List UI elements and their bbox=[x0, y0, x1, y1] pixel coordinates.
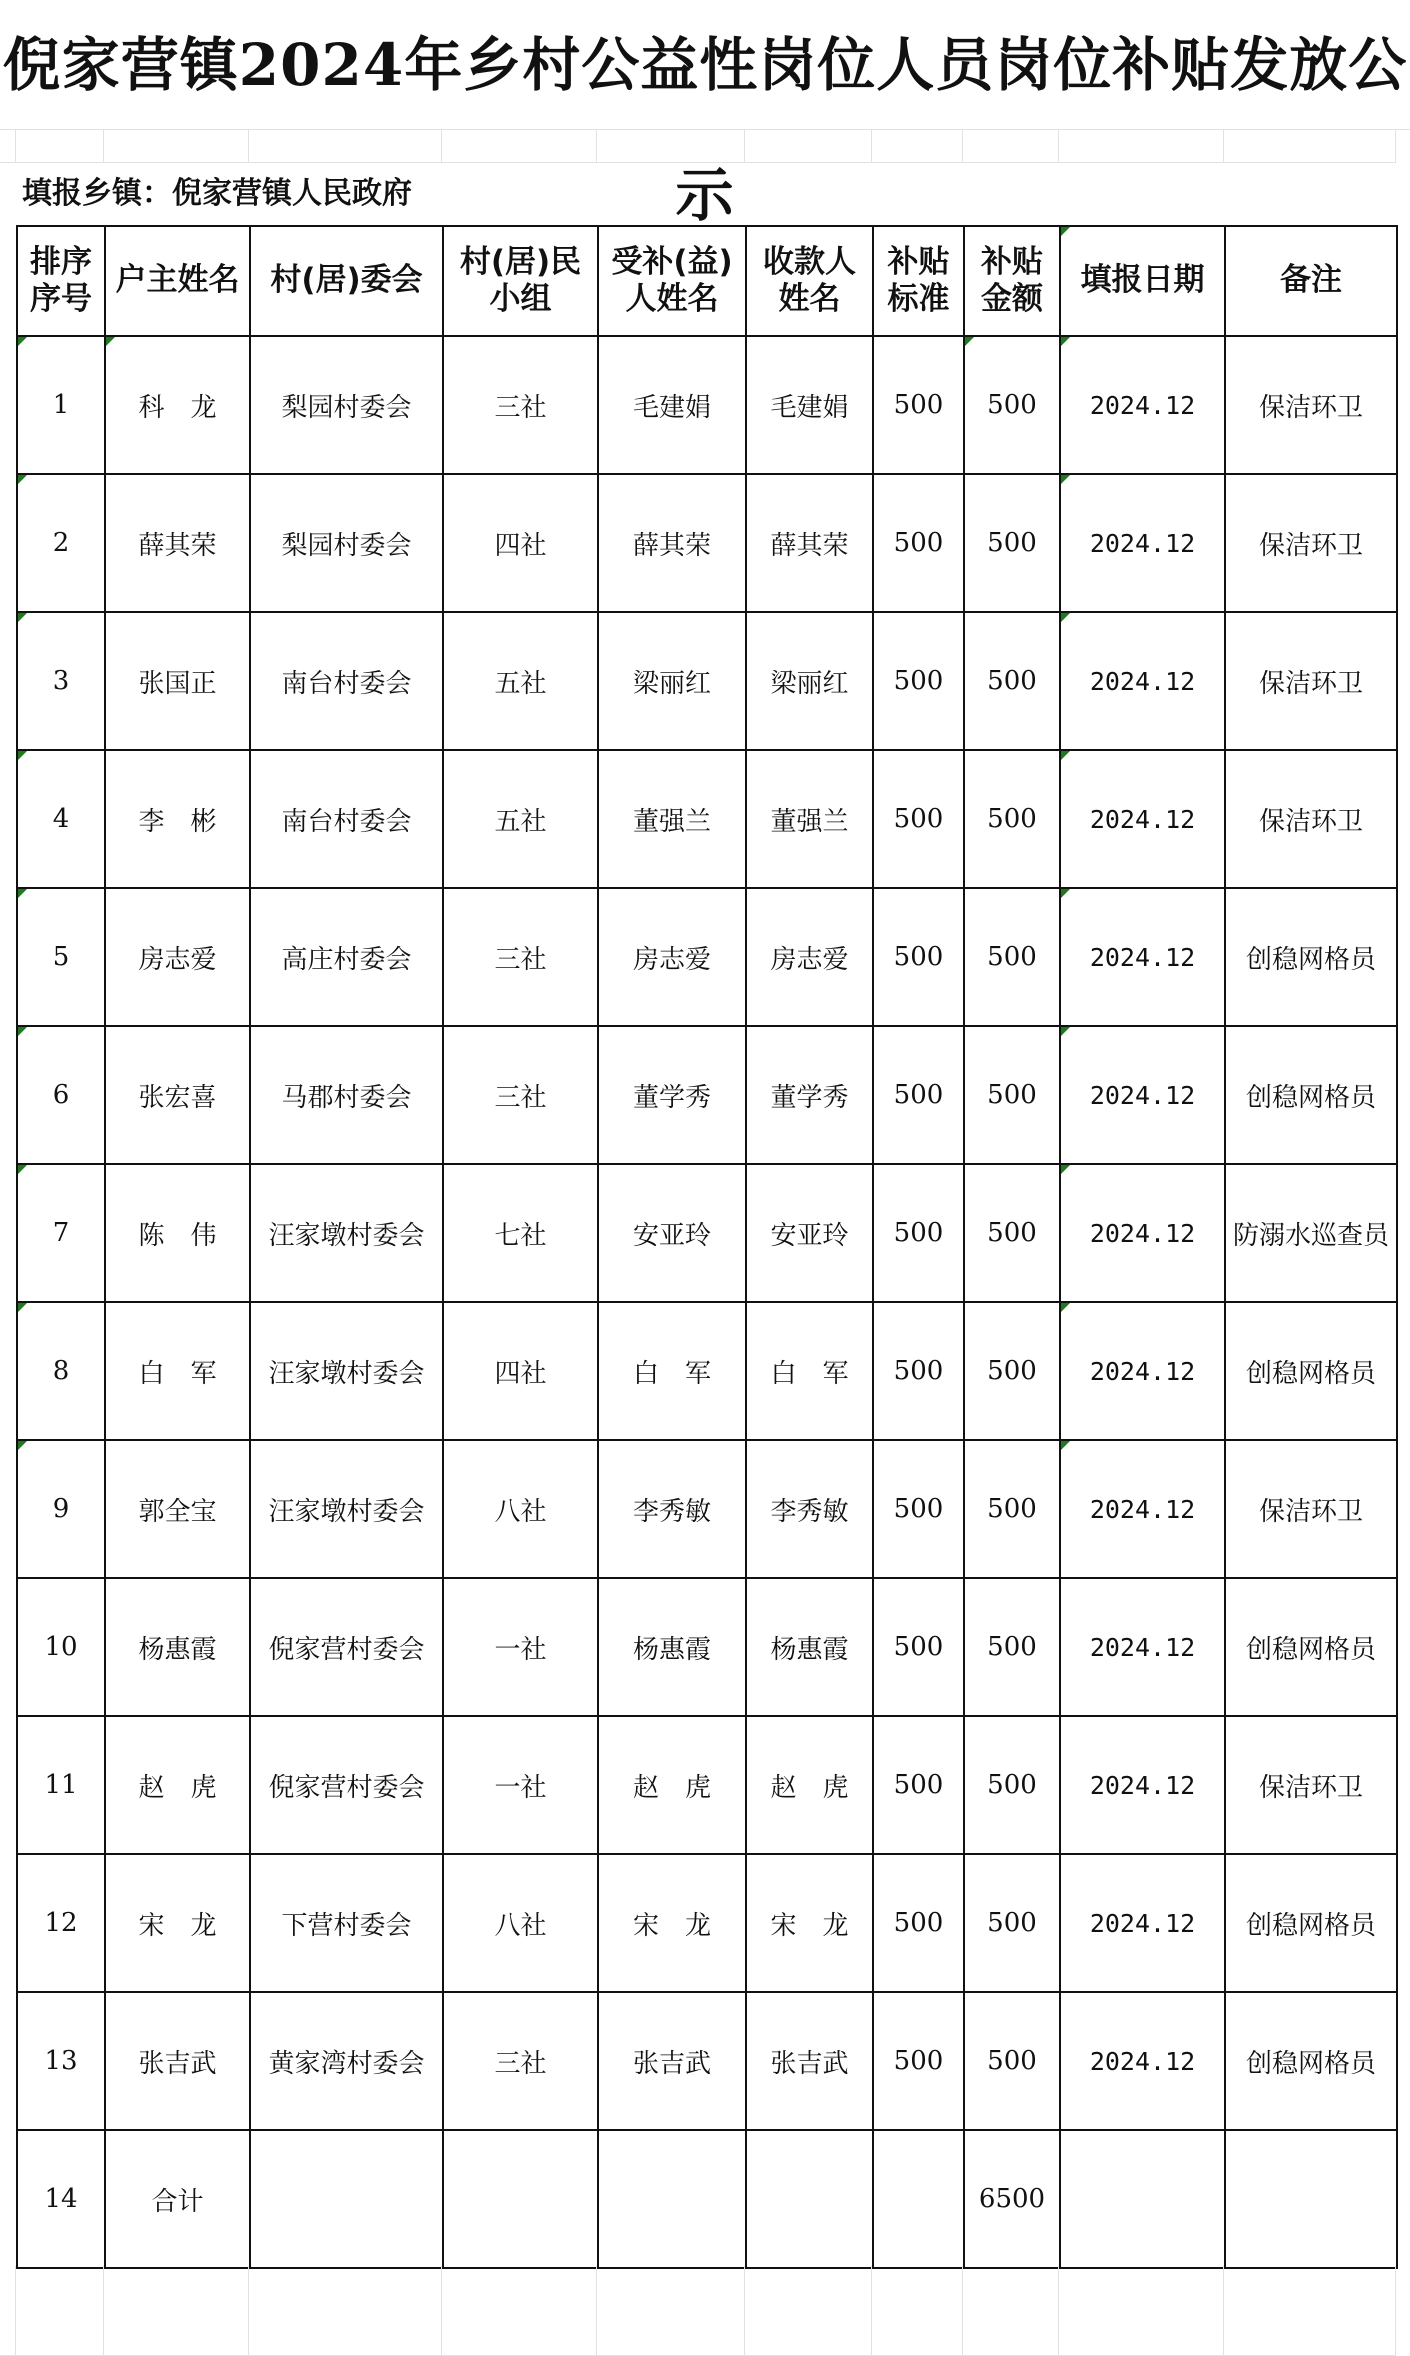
table-row bbox=[17, 1992, 1397, 2130]
table-row bbox=[17, 888, 1397, 1026]
beneficiary-cell: 宋 龙 bbox=[598, 1854, 746, 1992]
householder-cell: 陈 伟 bbox=[105, 1164, 250, 1302]
row-number-cell: 2 bbox=[17, 474, 105, 612]
row-number-cell: 14 bbox=[17, 2130, 105, 2268]
row-number-cell: 11 bbox=[17, 1716, 105, 1854]
report-date-cell: 2024.12 bbox=[1060, 1302, 1225, 1440]
header-cell bbox=[105, 226, 250, 336]
villager-group-cell: 一社 bbox=[443, 1578, 598, 1716]
table-row bbox=[17, 1164, 1397, 1302]
standard-cell: 500 bbox=[873, 1854, 964, 1992]
amount-cell: 500 bbox=[964, 1854, 1060, 1992]
report-date-cell: 2024.12 bbox=[1060, 1716, 1225, 1854]
report-date-cell: 2024.12 bbox=[1060, 1440, 1225, 1578]
villager-group-cell: 三社 bbox=[443, 1992, 598, 2130]
spacer-row bbox=[0, 130, 1410, 163]
cell-indicator-icon bbox=[1061, 227, 1070, 236]
payee-cell: 张吉武 bbox=[746, 1992, 873, 2130]
standard-cell: 500 bbox=[873, 1716, 964, 1854]
cell-indicator-icon bbox=[1061, 613, 1070, 622]
standard-cell bbox=[873, 2130, 964, 2268]
reporting-unit: 填报乡镇：倪家营镇人民政府 bbox=[22, 176, 412, 211]
row-number-cell: 5 bbox=[17, 888, 105, 1026]
row-number-cell: 8 bbox=[17, 1302, 105, 1440]
villager-group-cell: 三社 bbox=[443, 1026, 598, 1164]
footer-spacer-row bbox=[0, 2266, 1410, 2356]
householder-cell: 李 彬 bbox=[105, 750, 250, 888]
payee-cell: 梁丽红 bbox=[746, 612, 873, 750]
table-row bbox=[17, 750, 1397, 888]
remark-cell: 防溺水巡查员 bbox=[1225, 1164, 1397, 1302]
standard-cell: 500 bbox=[873, 1302, 964, 1440]
villager-group-cell: 五社 bbox=[443, 750, 598, 888]
header-label-line1: 备注 bbox=[1280, 262, 1342, 299]
table-row bbox=[17, 1302, 1397, 1440]
householder-cell: 合计 bbox=[105, 2130, 250, 2268]
header-cell bbox=[964, 226, 1060, 336]
village-committee-cell: 下营村委会 bbox=[250, 1854, 443, 1992]
report-date-cell bbox=[1060, 2130, 1225, 2268]
header-label-line1: 村(居)委会 bbox=[270, 262, 423, 299]
payee-cell: 白 军 bbox=[746, 1302, 873, 1440]
header-cell bbox=[873, 226, 964, 336]
village-committee-cell: 马郡村委会 bbox=[250, 1026, 443, 1164]
cell-indicator-icon bbox=[1061, 751, 1070, 760]
table-row bbox=[17, 1026, 1397, 1164]
payee-cell: 房志爱 bbox=[746, 888, 873, 1026]
standard-cell: 500 bbox=[873, 1026, 964, 1164]
amount-cell: 500 bbox=[964, 1026, 1060, 1164]
payee-cell: 赵 虎 bbox=[746, 1716, 873, 1854]
standard-cell: 500 bbox=[873, 336, 964, 474]
village-committee-cell: 高庄村委会 bbox=[250, 888, 443, 1026]
villager-group-cell: 八社 bbox=[443, 1854, 598, 1992]
header-cell bbox=[250, 226, 443, 336]
header-label-line2: 标准 bbox=[887, 281, 950, 317]
standard-cell: 500 bbox=[873, 612, 964, 750]
table-row bbox=[17, 1854, 1397, 1992]
row-number-cell: 10 bbox=[17, 1578, 105, 1716]
amount-cell: 500 bbox=[964, 1440, 1060, 1578]
amount-cell: 500 bbox=[964, 474, 1060, 612]
header-label-line2: 序号 bbox=[30, 281, 92, 317]
report-date-cell: 2024.12 bbox=[1060, 1578, 1225, 1716]
subsidy-table bbox=[16, 225, 1398, 2269]
beneficiary-cell: 梁丽红 bbox=[598, 612, 746, 750]
cell-indicator-icon bbox=[18, 1303, 27, 1312]
header-cell bbox=[443, 226, 598, 336]
householder-cell: 房志爱 bbox=[105, 888, 250, 1026]
amount-cell: 500 bbox=[964, 1992, 1060, 2130]
report-date-cell: 2024.12 bbox=[1060, 888, 1225, 1026]
cell-indicator-icon bbox=[18, 751, 27, 760]
cell-indicator-icon bbox=[18, 475, 27, 484]
cell-indicator-icon bbox=[106, 337, 115, 346]
cell-indicator-icon bbox=[1061, 1441, 1070, 1450]
cell-indicator-icon bbox=[18, 1027, 27, 1036]
payee-cell: 杨惠霞 bbox=[746, 1578, 873, 1716]
beneficiary-cell: 董强兰 bbox=[598, 750, 746, 888]
payee-cell: 薛其荣 bbox=[746, 474, 873, 612]
village-committee-cell: 梨园村委会 bbox=[250, 474, 443, 612]
beneficiary-cell: 毛建娟 bbox=[598, 336, 746, 474]
page-title: 倪家营镇2024年乡村公益性岗位人员岗位补贴发放公示 bbox=[2, 31, 1408, 229]
village-committee-cell: 汪家墩村委会 bbox=[250, 1164, 443, 1302]
remark-cell: 保洁环卫 bbox=[1225, 474, 1397, 612]
cell-indicator-icon bbox=[1061, 1303, 1070, 1312]
standard-cell: 500 bbox=[873, 888, 964, 1026]
cell-indicator-icon bbox=[1061, 1027, 1070, 1036]
cell-indicator-icon bbox=[1061, 889, 1070, 898]
beneficiary-cell: 房志爱 bbox=[598, 888, 746, 1026]
village-committee-cell: 黄家湾村委会 bbox=[250, 1992, 443, 2130]
beneficiary-cell: 张吉武 bbox=[598, 1992, 746, 2130]
beneficiary-cell bbox=[598, 2130, 746, 2268]
amount-cell: 500 bbox=[964, 336, 1060, 474]
table-row bbox=[17, 1440, 1397, 1578]
row-number-cell: 13 bbox=[17, 1992, 105, 2130]
header-label-line1: 排序 bbox=[30, 243, 92, 280]
beneficiary-cell: 杨惠霞 bbox=[598, 1578, 746, 1716]
standard-cell: 500 bbox=[873, 1578, 964, 1716]
remark-cell: 保洁环卫 bbox=[1225, 1440, 1397, 1578]
villager-group-cell: 四社 bbox=[443, 474, 598, 612]
remark-cell: 创稳网格员 bbox=[1225, 1854, 1397, 1992]
header-cell bbox=[17, 226, 105, 336]
householder-cell: 张宏喜 bbox=[105, 1026, 250, 1164]
householder-cell: 赵 虎 bbox=[105, 1716, 250, 1854]
householder-cell: 薛其荣 bbox=[105, 474, 250, 612]
amount-cell: 500 bbox=[964, 1578, 1060, 1716]
row-number-cell: 12 bbox=[17, 1854, 105, 1992]
village-committee-cell: 梨园村委会 bbox=[250, 336, 443, 474]
standard-cell: 500 bbox=[873, 1164, 964, 1302]
payee-cell bbox=[746, 2130, 873, 2268]
cell-indicator-icon bbox=[1061, 475, 1070, 484]
remark-cell: 创稳网格员 bbox=[1225, 1026, 1397, 1164]
header-row bbox=[17, 226, 1397, 336]
header-cell bbox=[1060, 226, 1225, 336]
table-row bbox=[17, 1716, 1397, 1854]
total-row bbox=[17, 2130, 1397, 2268]
header-label-line1: 受补(益) bbox=[611, 243, 733, 280]
amount-cell: 500 bbox=[964, 1716, 1060, 1854]
payee-cell: 李秀敏 bbox=[746, 1440, 873, 1578]
cell-indicator-icon bbox=[18, 337, 27, 346]
householder-cell: 白 军 bbox=[105, 1302, 250, 1440]
villager-group-cell bbox=[443, 2130, 598, 2268]
unit-row bbox=[0, 163, 1410, 225]
table-row bbox=[17, 1578, 1397, 1716]
beneficiary-cell: 董学秀 bbox=[598, 1026, 746, 1164]
remark-cell bbox=[1225, 2130, 1397, 2268]
payee-cell: 毛建娟 bbox=[746, 336, 873, 474]
householder-cell: 宋 龙 bbox=[105, 1854, 250, 1992]
header-label-line1: 户主姓名 bbox=[115, 262, 240, 299]
amount-cell: 500 bbox=[964, 1164, 1060, 1302]
villager-group-cell: 五社 bbox=[443, 612, 598, 750]
remark-cell: 保洁环卫 bbox=[1225, 612, 1397, 750]
cell-indicator-icon bbox=[18, 889, 27, 898]
cell-indicator-icon bbox=[18, 1165, 27, 1174]
householder-cell: 张国正 bbox=[105, 612, 250, 750]
table-row bbox=[17, 474, 1397, 612]
villager-group-cell: 三社 bbox=[443, 336, 598, 474]
report-date-cell: 2024.12 bbox=[1060, 1026, 1225, 1164]
amount-cell: 500 bbox=[964, 750, 1060, 888]
header-label-line1: 补贴 bbox=[981, 243, 1043, 280]
payee-cell: 董学秀 bbox=[746, 1026, 873, 1164]
report-date-cell: 2024.12 bbox=[1060, 1992, 1225, 2130]
header-label-line2: 小组 bbox=[489, 281, 552, 317]
table-row bbox=[17, 336, 1397, 474]
village-committee-cell: 汪家墩村委会 bbox=[250, 1440, 443, 1578]
header-label-line2: 金额 bbox=[981, 281, 1043, 317]
row-number-cell: 4 bbox=[17, 750, 105, 888]
villager-group-cell: 一社 bbox=[443, 1716, 598, 1854]
householder-cell: 杨惠霞 bbox=[105, 1578, 250, 1716]
header-label-line2: 人姓名 bbox=[625, 281, 719, 317]
report-date-cell: 2024.12 bbox=[1060, 612, 1225, 750]
village-committee-cell bbox=[250, 2130, 443, 2268]
villager-group-cell: 四社 bbox=[443, 1302, 598, 1440]
remark-cell: 创稳网格员 bbox=[1225, 888, 1397, 1026]
amount-cell: 500 bbox=[964, 1302, 1060, 1440]
remark-cell: 保洁环卫 bbox=[1225, 336, 1397, 474]
cell-indicator-icon bbox=[1061, 337, 1070, 346]
cell-indicator-icon bbox=[18, 1441, 27, 1450]
amount-cell: 500 bbox=[964, 888, 1060, 1026]
householder-cell: 科 龙 bbox=[105, 336, 250, 474]
report-date-cell: 2024.12 bbox=[1060, 336, 1225, 474]
remark-cell: 保洁环卫 bbox=[1225, 1716, 1397, 1854]
standard-cell: 500 bbox=[873, 750, 964, 888]
villager-group-cell: 八社 bbox=[443, 1440, 598, 1578]
remark-cell: 创稳网格员 bbox=[1225, 1578, 1397, 1716]
villager-group-cell: 七社 bbox=[443, 1164, 598, 1302]
header-cell bbox=[746, 226, 873, 336]
remark-cell: 保洁环卫 bbox=[1225, 750, 1397, 888]
row-number-cell: 6 bbox=[17, 1026, 105, 1164]
header-label-line1: 填报日期 bbox=[1080, 262, 1205, 299]
villager-group-cell: 三社 bbox=[443, 888, 598, 1026]
row-number-cell: 9 bbox=[17, 1440, 105, 1578]
standard-cell: 500 bbox=[873, 474, 964, 612]
householder-cell: 郭全宝 bbox=[105, 1440, 250, 1578]
amount-cell: 500 bbox=[964, 612, 1060, 750]
report-date-cell: 2024.12 bbox=[1060, 1164, 1225, 1302]
report-date-cell: 2024.12 bbox=[1060, 750, 1225, 888]
village-committee-cell: 南台村委会 bbox=[250, 750, 443, 888]
beneficiary-cell: 薛其荣 bbox=[598, 474, 746, 612]
remark-cell: 创稳网格员 bbox=[1225, 1302, 1397, 1440]
payee-cell: 安亚玲 bbox=[746, 1164, 873, 1302]
remark-cell: 创稳网格员 bbox=[1225, 1992, 1397, 2130]
header-label-line1: 村(居)民 bbox=[459, 243, 582, 280]
header-cell bbox=[1225, 226, 1397, 336]
standard-cell: 500 bbox=[873, 1992, 964, 2130]
header-label-line1: 收款人 bbox=[763, 243, 856, 280]
header-cell bbox=[598, 226, 746, 336]
beneficiary-cell: 白 军 bbox=[598, 1302, 746, 1440]
report-date-cell: 2024.12 bbox=[1060, 1854, 1225, 1992]
village-committee-cell: 汪家墩村委会 bbox=[250, 1302, 443, 1440]
header-label-line2: 姓名 bbox=[778, 281, 841, 317]
cell-indicator-icon bbox=[965, 337, 974, 346]
standard-cell: 500 bbox=[873, 1440, 964, 1578]
beneficiary-cell: 赵 虎 bbox=[598, 1716, 746, 1854]
header-label-line1: 补贴 bbox=[887, 243, 950, 280]
cell-indicator-icon bbox=[1061, 1165, 1070, 1174]
payee-cell: 宋 龙 bbox=[746, 1854, 873, 1992]
table-row bbox=[17, 612, 1397, 750]
beneficiary-cell: 安亚玲 bbox=[598, 1164, 746, 1302]
row-number-cell: 3 bbox=[17, 612, 105, 750]
report-date-cell: 2024.12 bbox=[1060, 474, 1225, 612]
payee-cell: 董强兰 bbox=[746, 750, 873, 888]
amount-cell: 6500 bbox=[964, 2130, 1060, 2268]
cell-indicator-icon bbox=[18, 613, 27, 622]
village-committee-cell: 倪家营村委会 bbox=[250, 1716, 443, 1854]
village-committee-cell: 南台村委会 bbox=[250, 612, 443, 750]
householder-cell: 张吉武 bbox=[105, 1992, 250, 2130]
row-number-cell: 7 bbox=[17, 1164, 105, 1302]
beneficiary-cell: 李秀敏 bbox=[598, 1440, 746, 1578]
row-number-cell: 1 bbox=[17, 336, 105, 474]
village-committee-cell: 倪家营村委会 bbox=[250, 1578, 443, 1716]
